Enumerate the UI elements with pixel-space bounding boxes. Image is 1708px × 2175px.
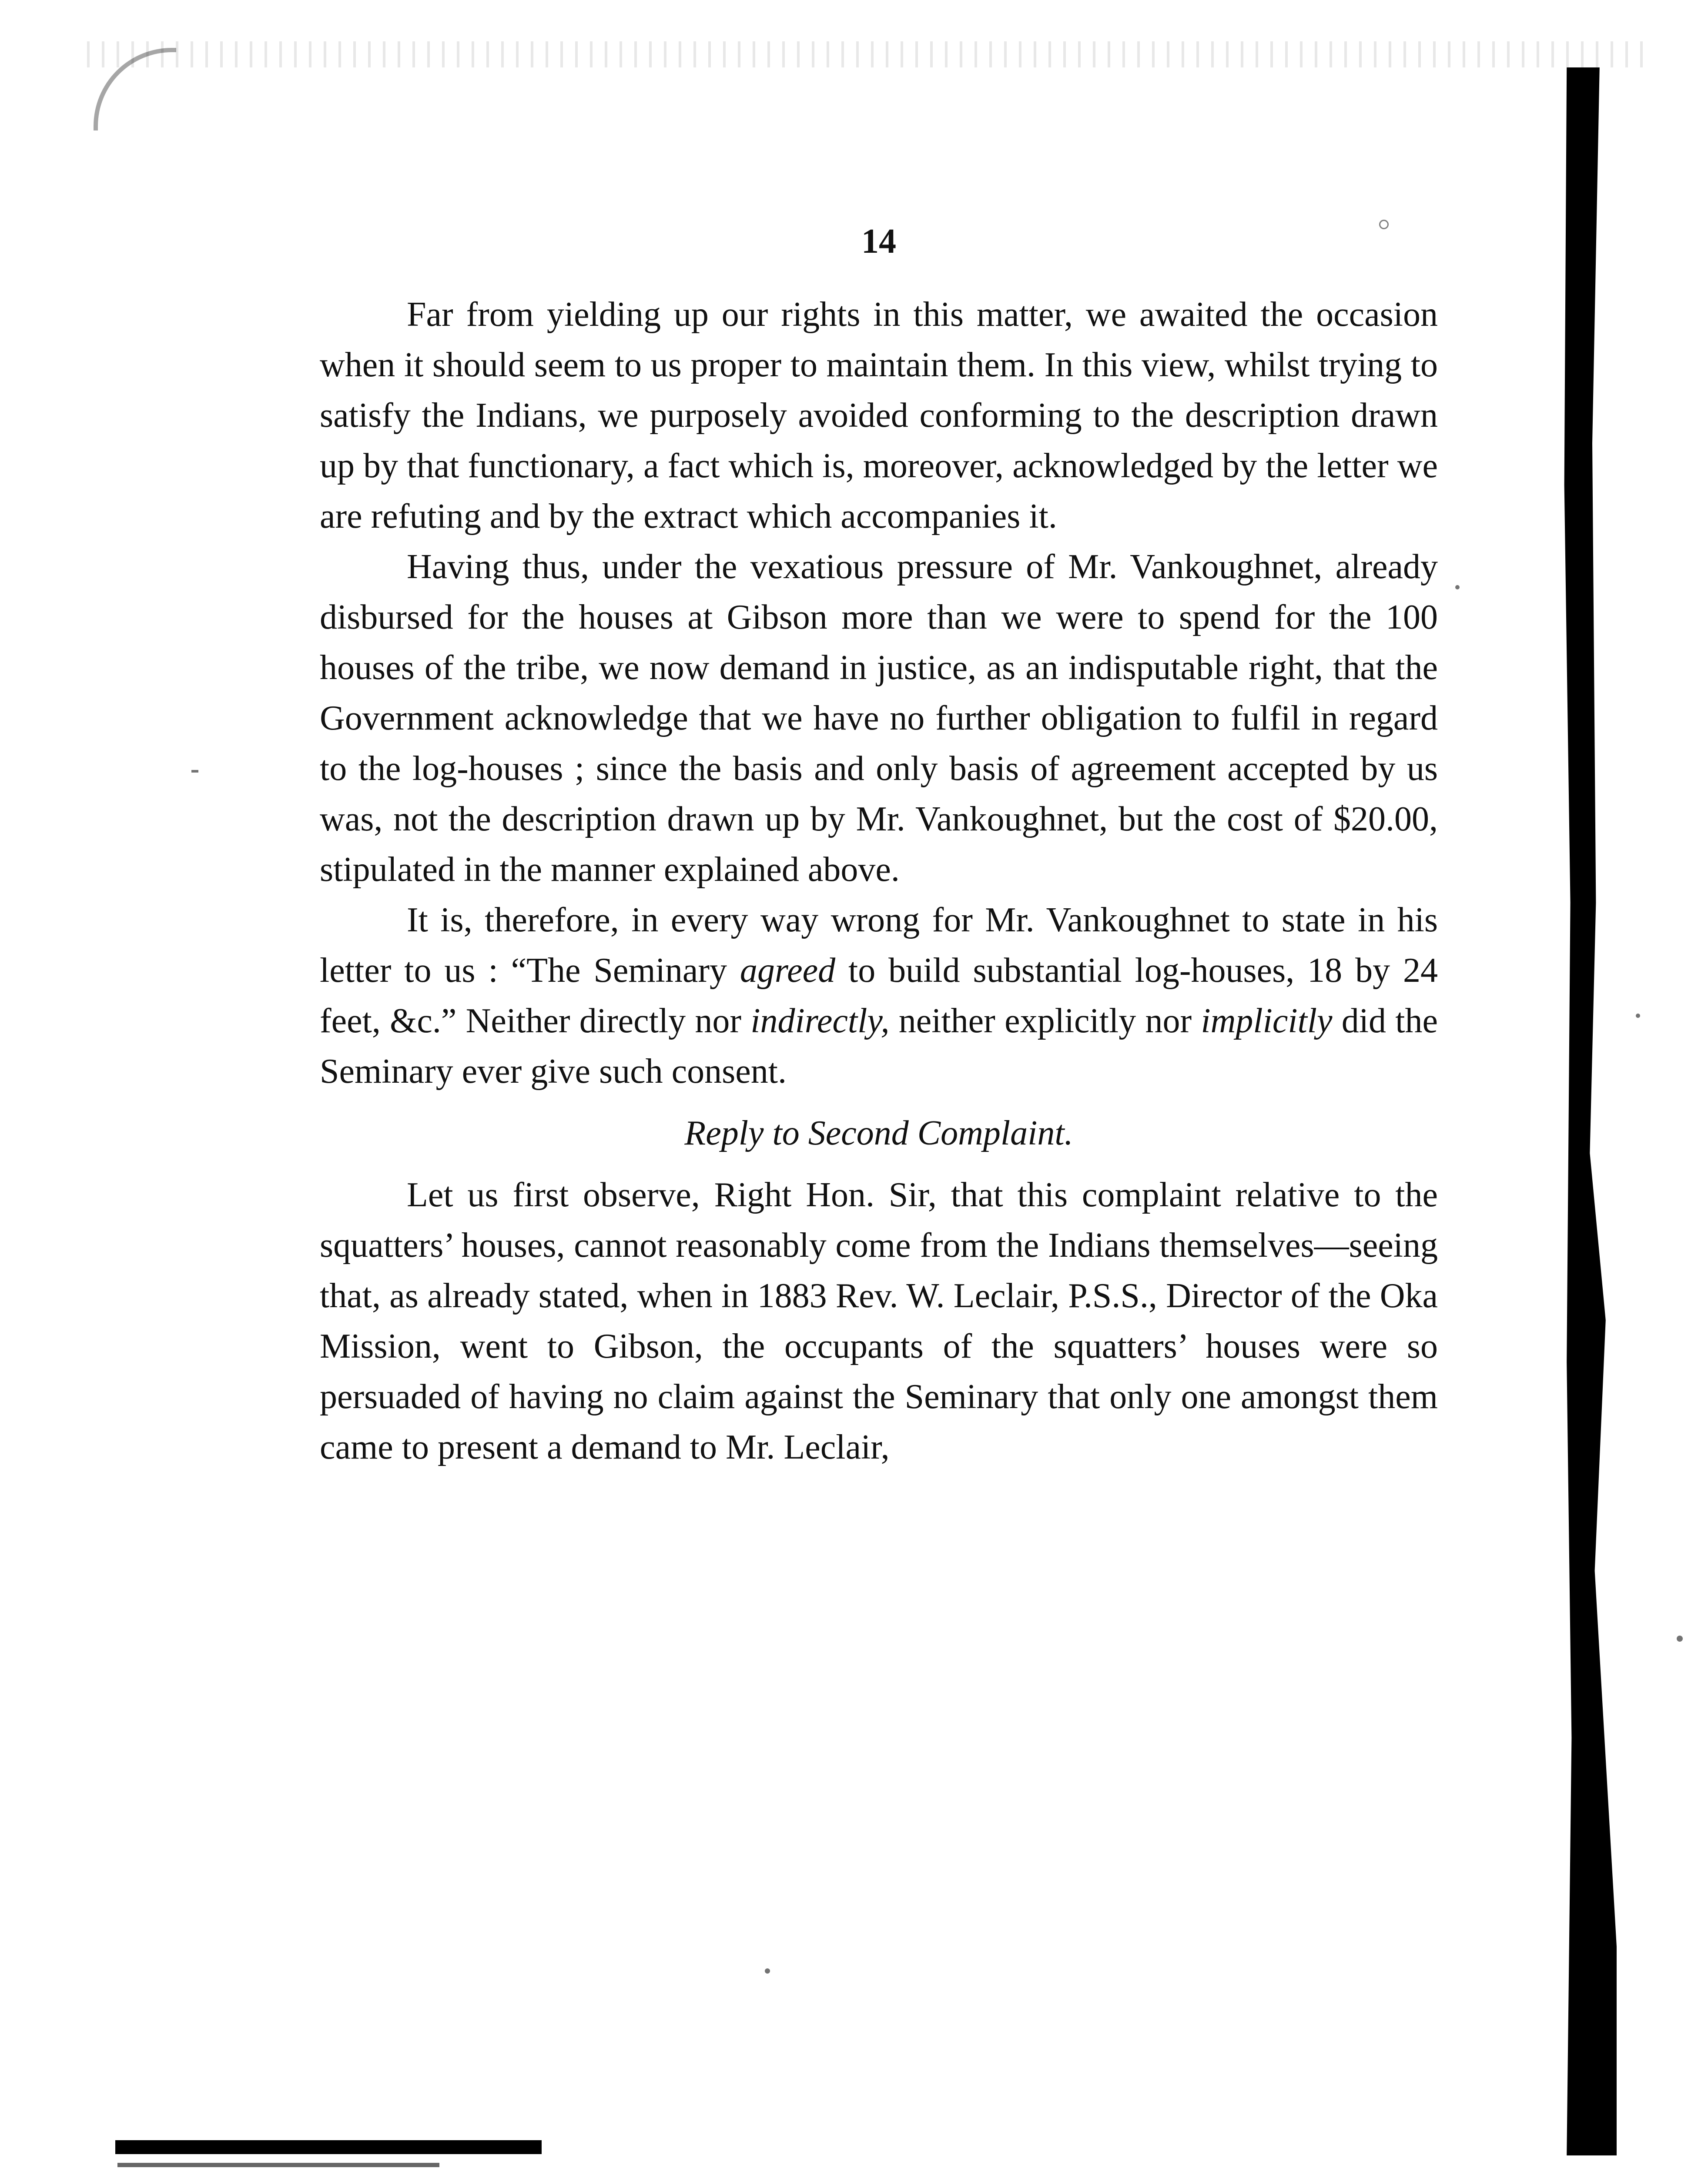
text-span: did the Seminary ever give such consent.: [320, 1002, 1438, 1091]
paragraph: Let us first observe, Right Hon. Sir, that this complaint relative to the squatters’ houses, cannot reasonably come from the Indians themselves—seeing that, as already stated, when in 1883 Rev. W. Leclair, P.S.S., Director of the Oka Mission, went to Gibson, the occupants of the squatters’ houses were so persuaded of having no claim against the Seminary that only one amongst them came to present a demand to Mr. Leclair,: [320, 1176, 1438, 1466]
scan-speck: [1677, 1636, 1683, 1642]
text-span: It is, therefore, in every way wrong for Mr. Vankoughnet to state in his letter to us : “The Seminary: [320, 901, 1438, 990]
scan-speck: [765, 1968, 770, 1974]
scan-bottom-edge-line: [117, 2163, 439, 2167]
page-number: 14: [861, 222, 896, 261]
scan-speck: [191, 770, 198, 773]
scan-bottom-edge-bar: [115, 2140, 542, 2154]
scan-top-edge: [87, 41, 1653, 67]
paragraph: [320, 895, 1438, 1097]
italic-text: indirectly,: [750, 1002, 890, 1040]
scan-speck: [1379, 220, 1389, 229]
text-span: neither explicitly nor: [889, 1002, 1201, 1040]
scan-right-edge-bar: [1556, 67, 1617, 2155]
italic-text: agreed: [740, 951, 836, 990]
section-heading: Reply to Second Complaint.: [684, 1114, 1073, 1152]
italic-text: implicitly: [1201, 1002, 1333, 1040]
scan-speck: [1455, 585, 1460, 589]
text-span: to build substantial log-houses, 18 by 24 feet, &c.” Neither directly nor: [320, 951, 1438, 1040]
body-text: [320, 289, 1438, 1472]
paragraph: Having thus, under the vexatious pressure of Mr. Vankoughnet, already disbursed for the houses at Gibson more than we were to spend for the 100 houses of the tribe, we now demand in justice, as an indisputable right, that the Government acknowledge that we have no further obligation to fulfil in regard to the log-houses ; since the basis and only basis of agreement accepted by us was, not the description drawn up by Mr. Vankoughnet, but the cost of $20.00, stipulated in the manner explained above.: [320, 548, 1438, 889]
paragraph: Far from yielding up our rights in this matter, we awaited the occasion when it should seem to us proper to maintain them. In this view, whilst trying to satisfy the Indians, we purposely avoided conforming to the description drawn up by that functionary, a fact which is, moreover, acknowledged by the letter we are refuting and by the extract which accompanies it.: [320, 295, 1438, 535]
scan-speck: [1636, 1014, 1640, 1018]
